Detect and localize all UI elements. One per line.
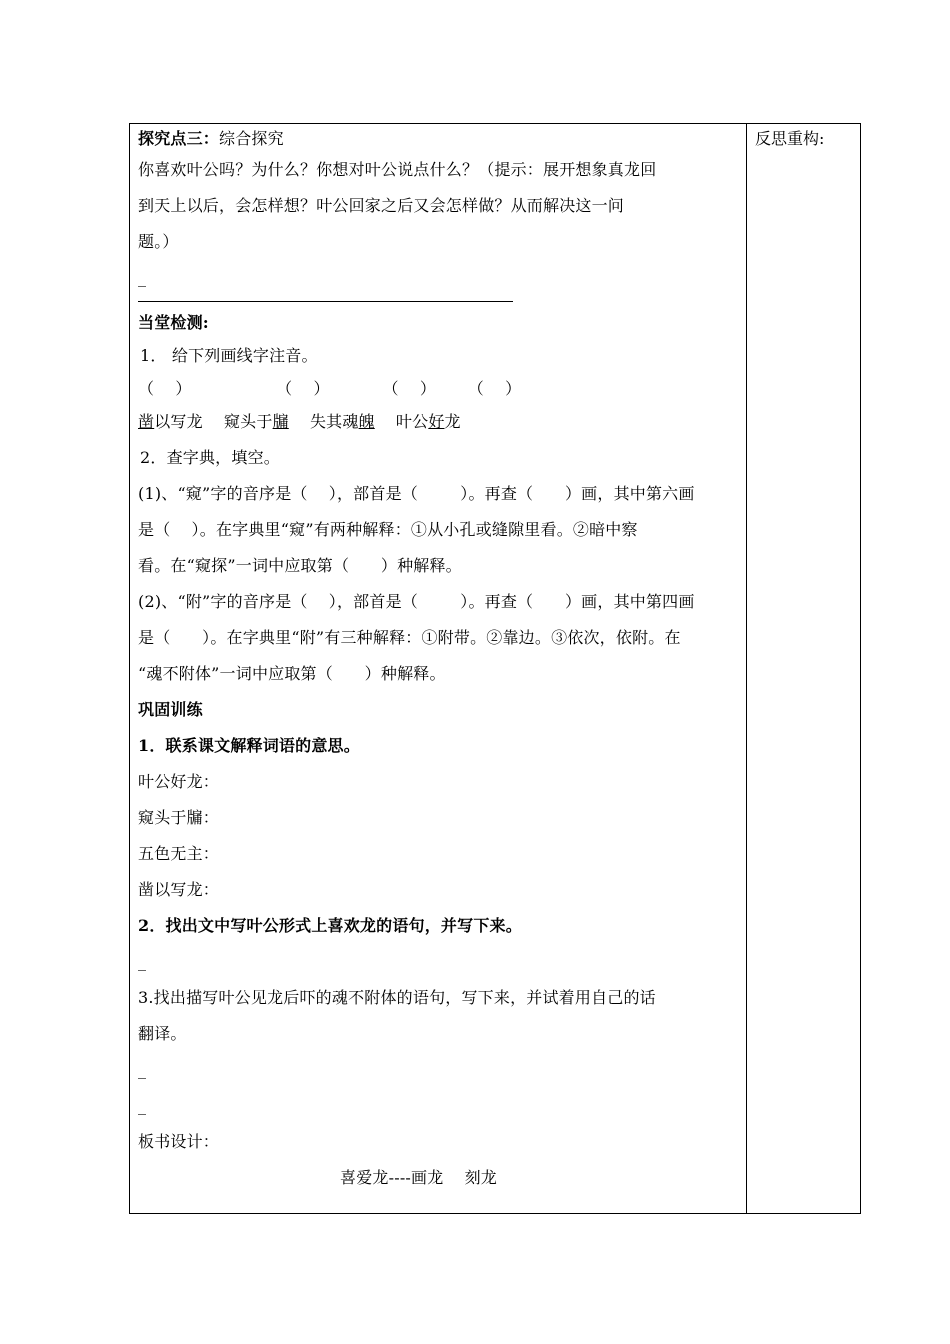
check-title: 当堂检测: bbox=[138, 313, 209, 332]
underlined-words-row bbox=[138, 404, 738, 440]
practice-question-1: 1．联系课文解释词语的意思。 bbox=[138, 736, 360, 755]
practice-question-2: 2．找出文中写叶公形式上喜欢龙的语句，并写下来。 bbox=[138, 916, 522, 935]
q2-2-line-c: “魂不附体”一词中应取第（ ）种解释。 bbox=[138, 664, 446, 683]
q2-1-line-c: 看。在“窥探”一词中应取第（ ）种解释。 bbox=[138, 556, 462, 575]
word-2-underlined: 牖 bbox=[272, 412, 289, 431]
q2-1-line-a: (1)、“窥”字的音序是（ ），部首是（ ）。再查（ ）画，其中第六画 bbox=[138, 484, 695, 503]
answer-underline bbox=[138, 301, 513, 302]
check-question-1: 1． 给下列画线字注音。 bbox=[140, 346, 318, 365]
section3-blank-mark: _ bbox=[138, 268, 147, 287]
word-1 bbox=[138, 412, 203, 431]
term-2: 窥头于牖： bbox=[138, 808, 220, 827]
term-4: 凿以写龙： bbox=[138, 880, 220, 899]
section3-prompt-line-3: 题。） bbox=[138, 232, 179, 251]
q2-2-line-a: (2)、“附”字的音序是（ ），部首是（ ）。再查（ ）画，其中第四画 bbox=[138, 592, 695, 611]
word-3-underlined: 魄 bbox=[358, 412, 375, 431]
pinyin-paren-row: （ ） （ ） （ ） （ ） bbox=[138, 379, 522, 398]
check-question-2: 2．查字典，填空。 bbox=[140, 448, 280, 467]
word-4 bbox=[396, 412, 461, 431]
practice-q3-blank-1: _ bbox=[138, 1060, 147, 1079]
word-2-pre: 窥头于 bbox=[223, 412, 273, 431]
section3-title-bold: 探究点三： bbox=[138, 129, 220, 148]
practice-q3-blank-2: _ bbox=[138, 1096, 147, 1115]
section3-title bbox=[138, 126, 738, 152]
term-1: 叶公好龙： bbox=[138, 772, 220, 791]
column-divider bbox=[746, 124, 747, 1213]
practice-title: 巩固训练 bbox=[138, 700, 203, 719]
lesson-table bbox=[129, 123, 861, 1214]
q2-2-line-b: 是（ ）。在字典里“附”有三种解释：①附带。②靠边。③依次，依附。在 bbox=[138, 628, 681, 647]
main-content-column bbox=[138, 126, 738, 1196]
reflection-column-header: 反思重构: bbox=[755, 129, 825, 148]
term-3: 五色无主： bbox=[138, 844, 220, 863]
word-4-pre: 叶公 bbox=[395, 412, 429, 431]
board-design-label: 板书设计： bbox=[138, 1132, 220, 1151]
section3-title-rest: 综合探究 bbox=[219, 129, 284, 148]
section3-prompt-line-2: 到天上以后，会怎样想？叶公回家之后又会怎样做？从而解决这一问 bbox=[138, 196, 625, 215]
word-1-underlined: 凿 bbox=[138, 412, 155, 431]
word-1-rest: 以写龙 bbox=[154, 412, 203, 431]
word-3 bbox=[310, 412, 375, 431]
board-design-content: 喜爱龙----画龙 刻龙 bbox=[340, 1168, 497, 1187]
word-3-pre: 失其魂 bbox=[309, 412, 359, 431]
practice-question-3-b: 翻译。 bbox=[138, 1024, 187, 1043]
q2-1-line-b: 是（ ）。在字典里“窥”有两种解释：①从小孔或缝隙里看。②暗中察 bbox=[138, 520, 638, 539]
word-4-rest: 龙 bbox=[444, 412, 461, 431]
section3-prompt-line-1: 你喜欢叶公吗？为什么？你想对叶公说点什么？（提示：展开想象真龙回 bbox=[138, 160, 657, 179]
word-2 bbox=[224, 412, 289, 431]
practice-question-3-a: 3.找出描写叶公见龙后吓的魂不附体的语句，写下来，并试着用自己的话 bbox=[138, 988, 656, 1007]
word-4-underlined: 好 bbox=[428, 412, 445, 431]
practice-q2-blank: _ bbox=[138, 952, 147, 971]
